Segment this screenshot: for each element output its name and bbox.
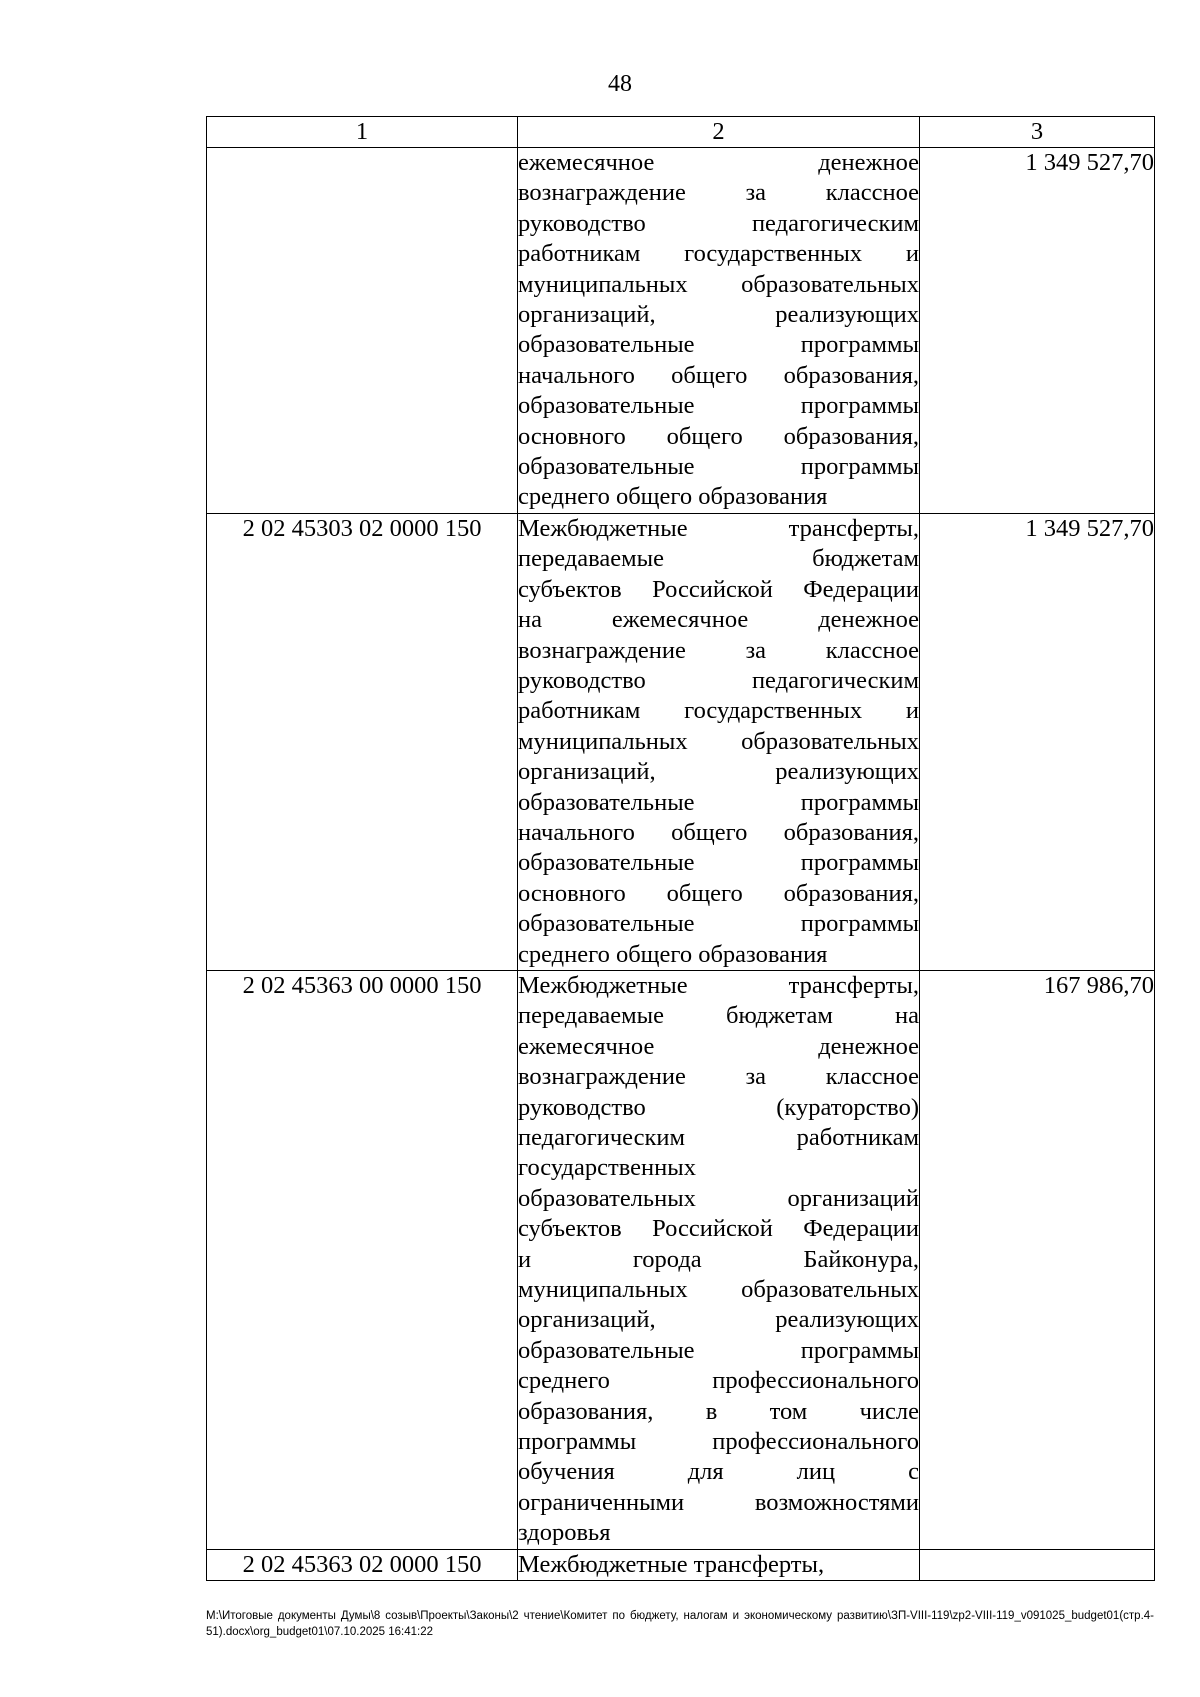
description-line: работникам государственных и	[518, 240, 919, 268]
description-line: муниципальных образовательных	[518, 727, 919, 755]
description-line: Межбюджетные трансферты,	[518, 971, 919, 999]
column-header-3: 3	[920, 117, 1155, 148]
description-line: программы профессионального	[518, 1428, 919, 1456]
description-line: среднего общего образования	[518, 483, 828, 511]
amount-cell: 1 349 527,70	[920, 148, 1155, 514]
table-header-row	[207, 117, 1155, 148]
description-line: начального общего образования,	[518, 361, 919, 389]
description-line: муниципальных образовательных	[518, 270, 919, 298]
table-row	[207, 148, 1155, 514]
budget-code-cell: 2 02 45363 02 0000 150	[207, 1549, 518, 1580]
description-cell	[518, 148, 920, 514]
description-line: Межбюджетные трансферты,	[518, 514, 919, 542]
column-header-2: 2	[518, 117, 920, 148]
description-cell	[518, 1549, 920, 1580]
description-line: начального общего образования,	[518, 818, 919, 846]
description-line: на ежемесячное денежное	[518, 606, 919, 634]
description-line: работникам государственных и	[518, 697, 919, 725]
description-line: руководство (кураторство)	[518, 1093, 919, 1121]
description-line: образовательные программы	[518, 849, 919, 877]
description-line: государственных	[518, 1154, 696, 1182]
description-line: передаваемые бюджетам на	[518, 1002, 919, 1030]
table-body	[207, 148, 1155, 1581]
description-line: муниципальных образовательных	[518, 1276, 919, 1304]
description-line: образовательных организаций	[518, 1184, 919, 1212]
description-line: основного общего образования,	[518, 879, 919, 907]
description-line: обучения для лиц с	[518, 1458, 919, 1486]
description-cell	[518, 513, 920, 970]
description-line: передаваемые бюджетам	[518, 545, 919, 573]
column-header-1: 1	[207, 117, 518, 148]
budget-code-cell	[207, 148, 518, 514]
amount-cell: 1 349 527,70	[920, 513, 1155, 970]
description-line: вознаграждение за классное	[518, 1063, 919, 1091]
description-line: руководство педагогическим	[518, 209, 919, 237]
description-line: организаций, реализующих	[518, 301, 919, 329]
description-line: основного общего образования,	[518, 422, 919, 450]
description-line: и города Байконура,	[518, 1245, 919, 1273]
amount-cell	[920, 1549, 1155, 1580]
description-line: образования, в том числе	[518, 1397, 919, 1425]
description-line: ограниченными возможностями	[518, 1488, 919, 1516]
description-line: среднего общего образования	[518, 940, 828, 968]
description-line: здоровья	[518, 1519, 611, 1547]
description-line: организаций, реализующих	[518, 1306, 919, 1334]
description-line: руководство педагогическим	[518, 666, 919, 694]
description-line: образовательные программы	[518, 910, 919, 938]
description-line: образовательные программы	[518, 331, 919, 359]
description-line: организаций, реализующих	[518, 758, 919, 786]
description-line: субъектов Российской Федерации	[518, 575, 919, 603]
table-row	[207, 970, 1155, 1549]
budget-code-cell: 2 02 45363 00 0000 150	[207, 970, 518, 1549]
amount-cell: 167 986,70	[920, 970, 1155, 1549]
description-line: образовательные программы	[518, 1336, 919, 1364]
document-file-path: M:\Итоговые документы Думы\8 созыв\Проекты\Законы\2 чтение\Комитет по бюджету, налогам и экономическому развитию\ЗП-VIII-119\zp2-VIII-119_v091025_budget01(стр.4-51).docx\org_budget01\07.10.2025 16:41:22	[206, 1610, 1154, 1638]
description-cell	[518, 970, 920, 1549]
description-line: педагогическим работникам	[518, 1124, 919, 1151]
description-line: образовательные программы	[518, 788, 919, 816]
description-line: вознаграждение за классное	[518, 179, 919, 207]
description-line: субъектов Российской Федерации	[518, 1215, 919, 1243]
budget-code-cell: 2 02 45303 02 0000 150	[207, 513, 518, 970]
description-line: образовательные программы	[518, 453, 919, 481]
description-line: вознаграждение за классное	[518, 636, 919, 664]
budget-table	[206, 116, 1155, 1581]
description-line: Межбюджетные трансферты,	[518, 1550, 825, 1578]
table-row	[207, 1549, 1155, 1580]
description-line: ежемесячное денежное	[518, 1032, 919, 1060]
table-row	[207, 513, 1155, 970]
description-line: среднего профессионального	[518, 1367, 919, 1395]
page-number: 48	[608, 71, 632, 97]
description-line: ежемесячное денежное	[518, 149, 919, 176]
description-line: образовательные программы	[518, 392, 919, 420]
